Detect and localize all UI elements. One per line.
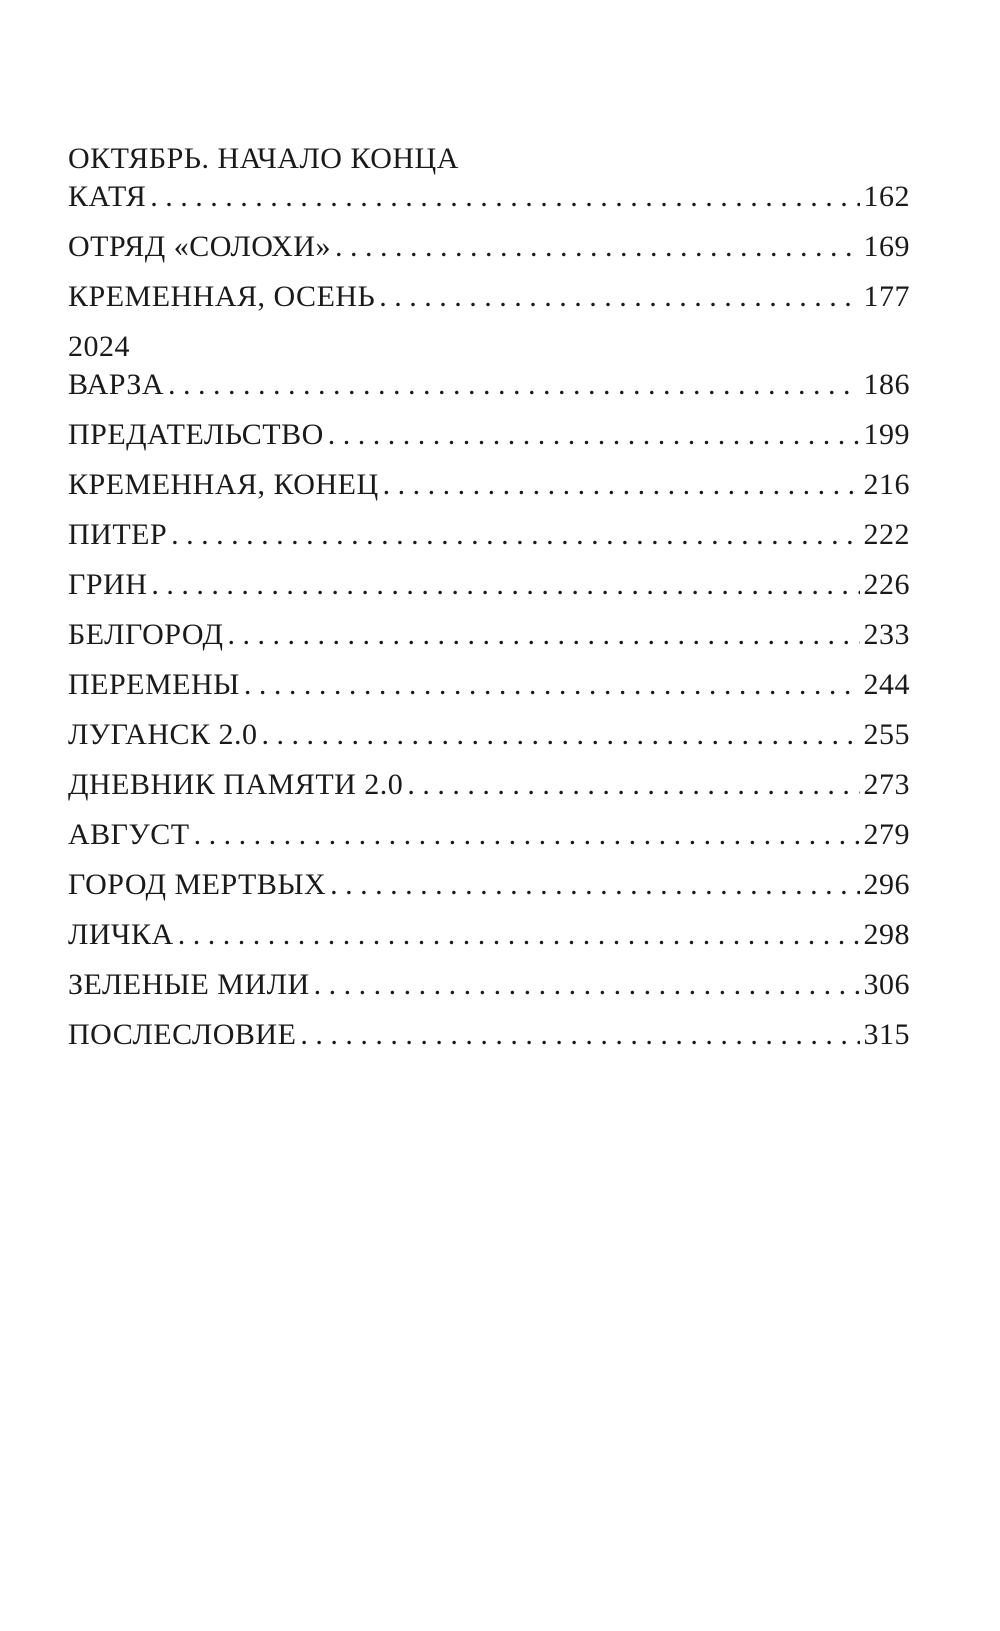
entry-title: КРЕМЕННАЯ, КОНЕЦ xyxy=(68,468,379,501)
entry-page-number: 306 xyxy=(863,968,910,1001)
entry-title: ЗЕЛЕНЫЕ МИЛИ xyxy=(68,968,310,1001)
toc-entry[interactable] xyxy=(68,816,910,866)
toc-entry[interactable] xyxy=(68,566,910,616)
toc-entry[interactable] xyxy=(68,1016,910,1066)
section-heading: ОКТЯБРЬ. НАЧАЛО КОНЦА xyxy=(68,142,459,175)
dot-leader xyxy=(244,666,860,704)
entry-page-number: 296 xyxy=(863,868,910,901)
entry-page-number: 177 xyxy=(863,280,910,313)
entry-title: ОТРЯД «СОЛОХИ» xyxy=(68,230,331,263)
dot-leader xyxy=(262,716,860,754)
dot-leader xyxy=(151,566,859,604)
toc-entry[interactable] xyxy=(68,366,910,416)
toc-entry[interactable] xyxy=(68,666,910,716)
entry-page-number: 186 xyxy=(863,368,910,401)
toc-entry[interactable] xyxy=(68,916,910,966)
entry-title: ЛИЧКА xyxy=(68,918,174,951)
dot-leader xyxy=(383,466,860,504)
toc-entry[interactable] xyxy=(68,966,910,1016)
entry-page-number: 244 xyxy=(863,668,910,701)
dot-leader xyxy=(328,416,860,454)
entry-title: КРЕМЕННАЯ, ОСЕНЬ xyxy=(68,280,376,313)
entry-page-number: 233 xyxy=(863,618,910,651)
dot-leader xyxy=(227,616,859,654)
toc-entry[interactable] xyxy=(68,416,910,466)
dot-leader xyxy=(379,278,859,316)
entry-title: ГОРОД МЕРТВЫХ xyxy=(68,868,327,901)
entry-title: ЛУГАНСК 2.0 xyxy=(68,718,258,751)
entry-page-number: 255 xyxy=(863,718,910,751)
entry-title: ВАРЗА xyxy=(68,368,165,401)
entry-page-number: 298 xyxy=(863,918,910,951)
toc-entry[interactable] xyxy=(68,516,910,566)
dot-leader xyxy=(335,228,860,266)
dot-leader xyxy=(168,366,859,404)
entry-title: ПРЕДАТЕЛЬСТВО xyxy=(68,418,324,451)
entry-page-number: 315 xyxy=(863,1018,910,1051)
entry-page-number: 226 xyxy=(863,568,910,601)
entry-title: ПОСЛЕСЛОВИЕ xyxy=(68,1018,297,1051)
toc-entry[interactable] xyxy=(68,278,910,328)
entry-title: ПИТЕР xyxy=(68,518,168,551)
dot-leader xyxy=(194,816,860,854)
toc-entry[interactable] xyxy=(68,466,910,516)
toc-entry[interactable] xyxy=(68,228,910,278)
entry-page-number: 199 xyxy=(863,418,910,451)
dot-leader xyxy=(314,966,860,1004)
entry-title: АВГУСТ xyxy=(68,818,190,851)
dot-leader xyxy=(300,1016,859,1054)
entry-title: КАТЯ xyxy=(68,180,147,213)
toc-entry[interactable] xyxy=(68,178,910,228)
entry-title: ДНЕВНИК ПАМЯТИ 2.0 xyxy=(68,768,404,801)
entry-title: ПЕРЕМЕНЫ xyxy=(68,668,240,701)
toc-entry[interactable] xyxy=(68,766,910,816)
entry-page-number: 162 xyxy=(863,180,910,213)
section-heading: 2024 xyxy=(68,330,130,363)
toc-entry[interactable] xyxy=(68,616,910,666)
entry-page-number: 169 xyxy=(863,230,910,263)
dot-leader xyxy=(407,766,859,804)
table-of-contents xyxy=(68,140,910,1066)
entry-title: БЕЛГОРОД xyxy=(68,618,224,651)
dot-leader xyxy=(178,916,860,954)
entry-page-number: 273 xyxy=(863,768,910,801)
dot-leader xyxy=(150,178,859,216)
dot-leader xyxy=(330,866,859,904)
entry-page-number: 222 xyxy=(863,518,910,551)
entry-title: ГРИН xyxy=(68,568,148,601)
toc-entry[interactable] xyxy=(68,716,910,766)
entry-page-number: 216 xyxy=(863,468,910,501)
entry-page-number: 279 xyxy=(863,818,910,851)
toc-entry[interactable] xyxy=(68,866,910,916)
dot-leader xyxy=(171,516,859,554)
